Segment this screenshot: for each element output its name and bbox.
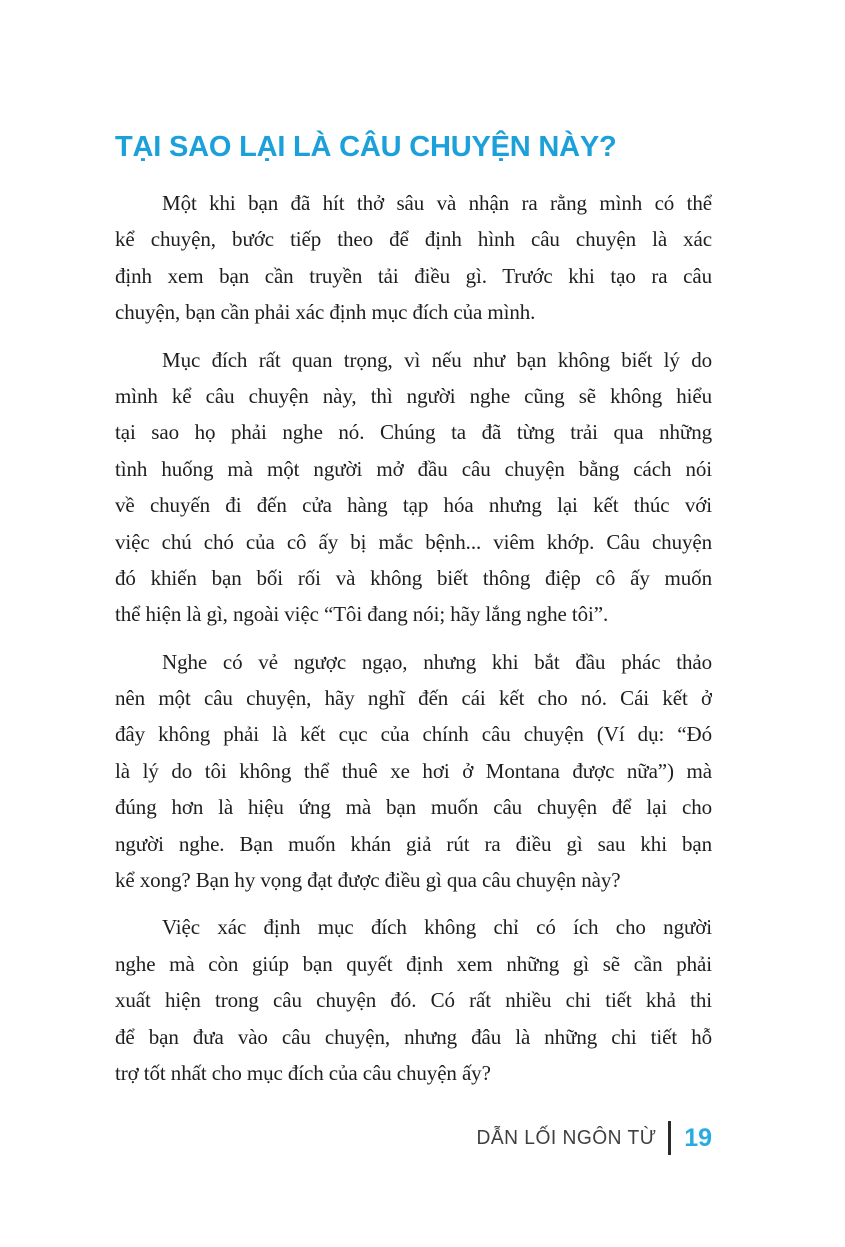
text-line: xuất hiện trong câu chuyện đó. Có rất nhiều chi tiết khả thi [115,988,712,1013]
text-line: người nghe. Bạn muốn khán giả rút ra điều gì sau khi bạn [115,831,712,856]
footer-separator [668,1121,671,1155]
running-footer-title: DẪN LỐI NGÔN TỪ [476,1126,657,1149]
paragraph [115,185,712,331]
text-line: định xem bạn cần truyền tải điều gì. Trước khi tạo ra câu [115,263,712,288]
paragraph [115,342,712,633]
text-line: Mục đích rất quan trọng, vì nếu như bạn không biết lý do [162,347,712,372]
text-line: việc chú chó của cô ấy bị mắc bệnh... viêm khớp. Câu chuyện [115,529,712,554]
text-line: để bạn đưa vào câu chuyện, nhưng đâu là những chi tiết hỗ [115,1024,712,1049]
text-line: đó khiến bạn bối rối và không biết thông điệp cô ấy muốn [115,565,712,590]
text-line: về chuyến đi đến cửa hàng tạp hóa nhưng lại kết thúc với [115,493,712,518]
page-number: 19 [684,1123,712,1152]
text-line: thể hiện là gì, ngoài việc “Tôi đang nói; hãy lắng nghe tôi”. [115,602,609,627]
paragraph [115,909,712,1091]
section-heading: TẠI SAO LẠI LÀ CÂU CHUYỆN NÀY? [115,131,617,163]
text-line: đúng hơn là hiệu ứng mà bạn muốn câu chuyện để lại cho [115,795,712,820]
text-line: kể chuyện, bước tiếp theo để định hình câu chuyện là xác [115,227,712,252]
text-line: trợ tốt nhất cho mục đích của câu chuyện ấy? [115,1060,491,1085]
page-footer [115,1121,712,1155]
text-line: đây không phải là kết cục của chính câu chuyện (Ví dụ: “Đó [115,722,712,747]
text-line: là lý do tôi không thể thuê xe hơi ở Montana được nữa”) mà [115,758,712,783]
text-line: tại sao họ phải nghe nó. Chúng ta đã từng trải qua những [115,420,712,445]
text-line: Việc xác định mục đích không chỉ có ích cho người [162,915,712,940]
text-line: Nghe có vẻ ngược ngạo, nhưng khi bắt đầu phác thảo [162,649,712,674]
body-text [115,185,712,1091]
text-line: nghe mà còn giúp bạn quyết định xem những gì sẽ cần phải [115,951,712,976]
text-line: mình kể câu chuyện này, thì người nghe cũng sẽ không hiểu [115,383,712,408]
text-line: Một khi bạn đã hít thở sâu và nhận ra rằng mình có thể [162,191,712,215]
text-line: kể xong? Bạn hy vọng đạt được điều gì qua câu chuyện này? [115,868,621,893]
text-line: nên một câu chuyện, hãy nghĩ đến cái kết cho nó. Cái kết ở [115,686,712,711]
text-line: tình huống mà một người mở đầu câu chuyện bằng cách nói [115,456,712,481]
text-line: chuyện, bạn cần phải xác định mục đích của mình. [115,300,536,325]
paragraph [115,644,712,899]
